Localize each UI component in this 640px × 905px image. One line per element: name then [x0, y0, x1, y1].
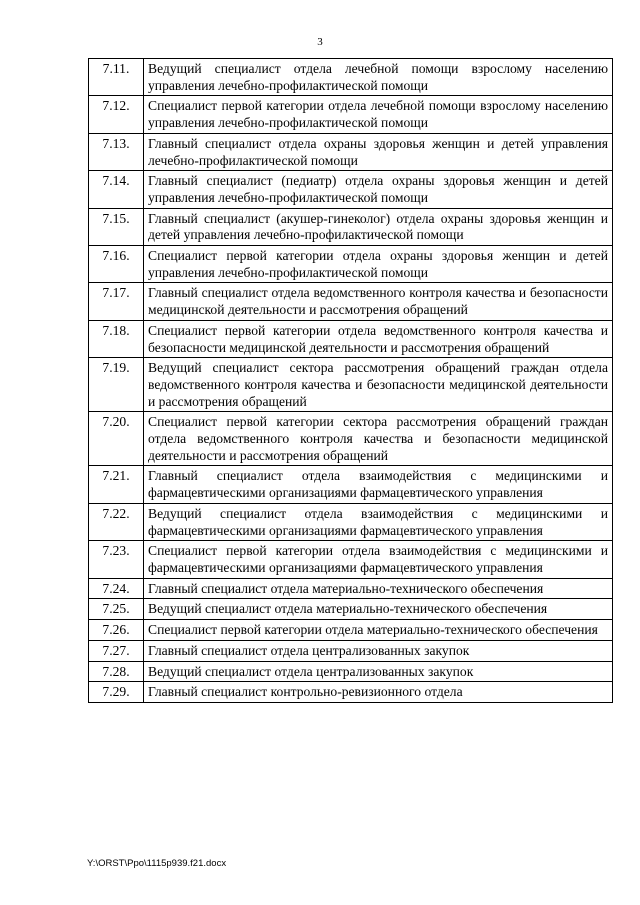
table-row — [89, 620, 613, 641]
position-title: Главный специалист отдела взаимодействия с медицинскими и фармацевтическими организациями фармацевтического управления — [144, 466, 613, 503]
position-title: Специалист первой категории сектора рассмотрения обращений граждан отдела ведомственного контроля качества и безопасности медицинской деятельности и рассмотрения обращений — [144, 412, 613, 466]
row-number: 7.20. — [89, 412, 144, 466]
table-row — [89, 320, 613, 357]
row-number: 7.19. — [89, 358, 144, 412]
position-title: Главный специалист (педиатр) отдела охраны здоровья женщин и детей управления лечебно-профилактической помощи — [144, 171, 613, 208]
position-title: Главный специалист (акушер-гинеколог) отдела охраны здоровья женщин и детей управления лечебно-профилактической помощи — [144, 208, 613, 245]
positions-table — [88, 58, 613, 703]
position-title: Главный специалист отдела ведомственного контроля качества и безопасности медицинской деятельности и рассмотрения обращений — [144, 283, 613, 320]
position-title: Ведущий специалист отдела материально-технического обеспечения — [144, 599, 613, 620]
table-row — [89, 208, 613, 245]
table-row — [89, 171, 613, 208]
row-number: 7.17. — [89, 283, 144, 320]
row-number: 7.29. — [89, 682, 144, 703]
row-number: 7.15. — [89, 208, 144, 245]
position-title: Ведущий специалист отдела взаимодействия с медицинскими и фармацевтическими организациями фармацевтического управления — [144, 503, 613, 540]
position-title: Специалист первой категории отдела охраны здоровья женщин и детей управления лечебно-профилактической помощи — [144, 246, 613, 283]
position-title: Ведущий специалист сектора рассмотрения обращений граждан отдела ведомственного контроля качества и безопасности медицинской деятельности и рассмотрения обращений — [144, 358, 613, 412]
position-title: Специалист первой категории отдела материально-технического обеспечения — [144, 620, 613, 641]
row-number: 7.21. — [89, 466, 144, 503]
row-number: 7.26. — [89, 620, 144, 641]
position-title: Специалист первой категории отдела взаимодействия с медицинскими и фармацевтическими организациями фармацевтического управления — [144, 541, 613, 578]
position-title: Главный специалист отдела материально-технического обеспечения — [144, 578, 613, 599]
table-row — [89, 59, 613, 96]
table-row — [89, 682, 613, 703]
table-row — [89, 246, 613, 283]
position-title: Главный специалист контрольно-ревизионного отдела — [144, 682, 613, 703]
row-number: 7.16. — [89, 246, 144, 283]
row-number: 7.11. — [89, 59, 144, 96]
table-row — [89, 133, 613, 170]
page-number: 3 — [317, 36, 323, 48]
position-title: Ведущий специалист отдела централизованных закупок — [144, 661, 613, 682]
position-title: Ведущий специалист отдела лечебной помощи взрослому населению управления лечебно-профилактической помощи — [144, 59, 613, 96]
position-title: Главный специалист отдела охраны здоровья женщин и детей управления лечебно-профилактической помощи — [144, 133, 613, 170]
table-row — [89, 661, 613, 682]
row-number: 7.24. — [89, 578, 144, 599]
table-row — [89, 599, 613, 620]
positions-table-body — [89, 59, 613, 703]
table-row — [89, 412, 613, 466]
position-title: Специалист первой категории отдела лечебной помощи взрослому населению управления лечебно-профилактической помощи — [144, 96, 613, 133]
row-number: 7.18. — [89, 320, 144, 357]
table-row — [89, 283, 613, 320]
table-row — [89, 578, 613, 599]
table-row — [89, 466, 613, 503]
row-number: 7.27. — [89, 640, 144, 661]
table-row — [89, 640, 613, 661]
footer-file-path: Y:\ORST\Ppo\1115p939.f21.docx — [87, 858, 227, 869]
row-number: 7.14. — [89, 171, 144, 208]
table-row — [89, 503, 613, 540]
table-row — [89, 96, 613, 133]
position-title: Главный специалист отдела централизованных закупок — [144, 640, 613, 661]
table-row — [89, 541, 613, 578]
row-number: 7.25. — [89, 599, 144, 620]
row-number: 7.13. — [89, 133, 144, 170]
row-number: 7.28. — [89, 661, 144, 682]
position-title: Специалист первой категории отдела ведомственного контроля качества и безопасности медицинской деятельности и рассмотрения обращений — [144, 320, 613, 357]
table-row — [89, 358, 613, 412]
row-number: 7.23. — [89, 541, 144, 578]
row-number: 7.12. — [89, 96, 144, 133]
row-number: 7.22. — [89, 503, 144, 540]
